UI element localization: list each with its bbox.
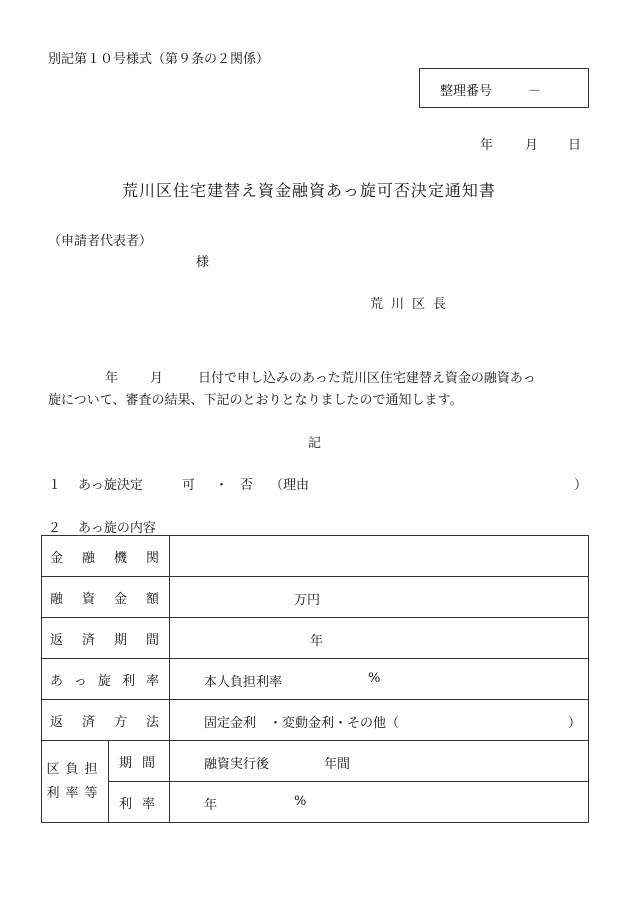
label-kinyu-kikan: 金融機関: [42, 536, 170, 577]
table-row: [42, 618, 589, 659]
date-month: 月: [525, 138, 539, 153]
option-separator: ・: [215, 478, 229, 493]
body-line1: 日付で申し込みのあった荒川区住宅建替え資金の融資あっ: [198, 371, 536, 386]
seiri-value: －: [528, 84, 542, 99]
value-hensai-kikan: 年: [170, 618, 589, 659]
table-row: [42, 700, 589, 741]
value-riritsu: 年 %: [170, 782, 589, 823]
body-year: 年: [105, 371, 119, 386]
body-month: 月: [150, 371, 164, 386]
body-line2: 旋について、審査の結果、下記のとおりとなりましたので通知します。: [48, 393, 463, 408]
label-yushi-kingaku: 融資金額: [42, 577, 170, 618]
label-assen-riritsu: あっ旋利率: [42, 659, 170, 700]
form-number: 別記第１０号様式（第９条の２関係）: [48, 52, 270, 67]
honorific-sama: 様: [196, 255, 210, 270]
ki-heading: 記: [308, 436, 322, 451]
document-title: 荒川区住宅建替え資金融資あっ旋可否決定通知書: [122, 181, 496, 200]
table-row: [42, 741, 589, 782]
item2-label: あっ旋の内容: [78, 521, 156, 536]
reason-close: ）: [574, 478, 588, 493]
table-row: [42, 536, 589, 577]
item1-label: あっ旋決定: [78, 478, 143, 493]
label-hensai-kikan: 返済期間: [42, 618, 170, 659]
item1-number: １: [48, 478, 62, 493]
value-assen-riritsu: 本人負担利率 %: [170, 659, 589, 700]
label-ku-futan: 区負担 利率等: [42, 741, 109, 823]
label-hensai-houhou: 返済方法: [42, 700, 170, 741]
table-row: [42, 782, 589, 823]
item2-number: ２: [48, 521, 62, 536]
value-yushi-kingaku: 万円: [170, 577, 589, 618]
date-day: 日: [568, 138, 582, 153]
label-kikan: 期間: [109, 741, 170, 782]
reason-open: （理由: [270, 478, 310, 493]
date-year: 年: [480, 138, 494, 153]
seiri-label: 整理番号: [440, 84, 493, 99]
detail-table: [41, 535, 589, 823]
value-hensai-houhou: 固定金利 ・変動金利・その他（ ）: [170, 700, 589, 741]
applicant-label: （申請者代表者）: [48, 234, 153, 249]
label-riritsu: 利率: [109, 782, 170, 823]
table-row: [42, 577, 589, 618]
issuer: 荒川区長: [370, 297, 455, 312]
value-kikan: 融資実行後 年間: [170, 741, 589, 782]
reject-option: 否: [240, 478, 254, 493]
value-kinyu-kikan: [170, 536, 589, 577]
approve-option: 可: [182, 478, 196, 493]
table-row: [42, 659, 589, 700]
